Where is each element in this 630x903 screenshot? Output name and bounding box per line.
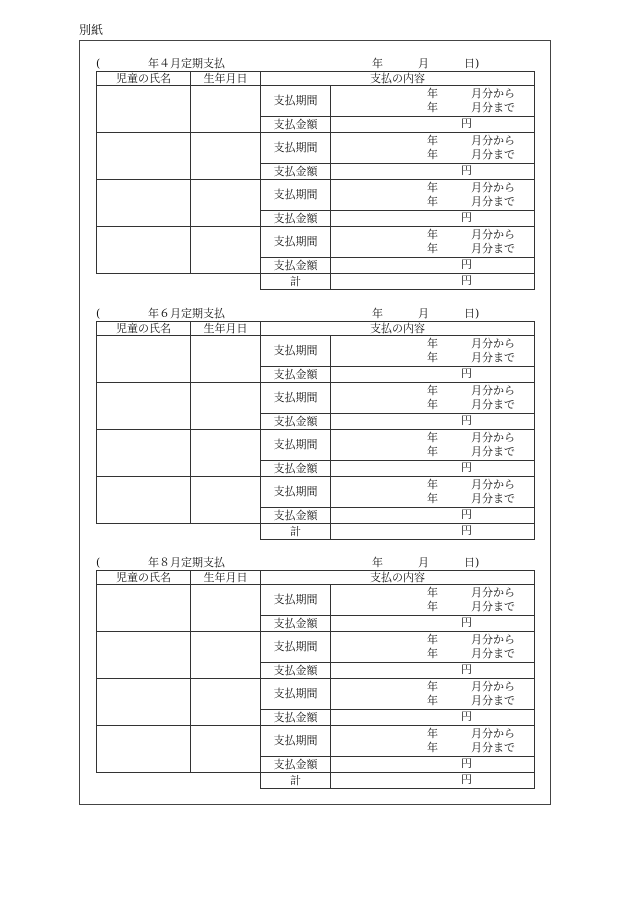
period-from-year: 年 [427,727,438,740]
period-from-year: 年 [427,337,438,350]
header-birth-date: 生年月日 [191,72,261,86]
child-name-cell [97,133,191,180]
period-from-month: 月分から [471,228,515,241]
header-payment-content: 支払の内容 [261,571,535,585]
section-title: 年６月定期支払 [148,307,225,320]
section-title: 年８月定期支払 [148,556,225,569]
total-label: 計 [261,524,331,540]
period-from-month: 月分から [471,337,515,350]
table-row [97,133,535,164]
birth-date-cell [191,679,261,726]
amount-value-cell [331,663,535,679]
period-to-year: 年 [427,351,438,364]
header-child-name: 児童の氏名 [97,571,191,585]
period-to-year: 年 [427,148,438,161]
amount-label: 支払金額 [261,508,331,524]
total-yen: 円 [461,773,472,786]
amount-yen: 円 [461,258,472,271]
total-spacer [97,274,261,290]
period-to-year: 年 [427,195,438,208]
amount-value-cell [331,710,535,726]
amount-yen: 円 [461,508,472,521]
period-value-cell [331,383,535,414]
payment-table [96,321,535,540]
period-from-month: 月分から [471,727,515,740]
child-name-cell [97,632,191,679]
period-value-cell [331,133,535,164]
period-value-cell [331,477,535,508]
period-from-year: 年 [427,384,438,397]
total-value-cell [331,524,535,540]
amount-value-cell [331,211,535,227]
birth-date-cell [191,430,261,477]
amount-value-cell [331,367,535,383]
period-to-year: 年 [427,694,438,707]
payment-section [96,56,534,290]
amount-value-cell [331,616,535,632]
child-name-cell [97,336,191,383]
table-row [97,383,535,414]
section-header [96,56,534,71]
child-name-cell [97,477,191,524]
period-to-year: 年 [427,492,438,505]
child-name-cell [97,585,191,632]
period-from-month: 月分から [471,633,515,646]
table-row [97,180,535,211]
amount-value-cell [331,117,535,133]
amount-value-cell [331,508,535,524]
amount-label: 支払金額 [261,757,331,773]
header-payment-content: 支払の内容 [261,72,535,86]
birth-date-cell [191,383,261,430]
period-label: 支払期間 [261,133,331,164]
period-to-month: 月分まで [471,101,515,114]
period-label: 支払期間 [261,726,331,757]
header-birth-date: 生年月日 [191,571,261,585]
period-from-month: 月分から [471,680,515,693]
amount-value-cell [331,164,535,180]
period-label: 支払期間 [261,336,331,367]
header-year: 年 [372,57,383,70]
amount-value-cell [331,461,535,477]
period-value-cell [331,632,535,663]
period-to-month: 月分まで [471,741,515,754]
payment-section [96,306,534,540]
total-value-cell [331,274,535,290]
amount-yen: 円 [461,367,472,380]
period-from-year: 年 [427,228,438,241]
child-name-cell [97,383,191,430]
child-name-cell [97,86,191,133]
period-to-year: 年 [427,600,438,613]
amount-yen: 円 [461,461,472,474]
amount-yen: 円 [461,710,472,723]
period-label: 支払期間 [261,585,331,616]
amount-label: 支払金額 [261,164,331,180]
period-from-year: 年 [427,586,438,599]
amount-label: 支払金額 [261,367,331,383]
header-payment-content: 支払の内容 [261,322,535,336]
birth-date-cell [191,180,261,227]
header-open-paren: ( [96,556,101,569]
payment-section [96,555,534,789]
table-row [97,477,535,508]
header-month: 月 [418,57,429,70]
total-spacer [97,773,261,789]
period-label: 支払期間 [261,477,331,508]
child-name-cell [97,430,191,477]
header-day: 日) [464,556,480,569]
header-child-name: 児童の氏名 [97,322,191,336]
payment-table [96,570,535,789]
period-label: 支払期間 [261,679,331,710]
period-to-month: 月分まで [471,398,515,411]
period-from-month: 月分から [471,586,515,599]
period-from-year: 年 [427,134,438,147]
table-row [97,726,535,757]
total-row [97,274,535,290]
header-open-paren: ( [96,307,101,320]
period-from-year: 年 [427,181,438,194]
period-value-cell [331,86,535,117]
table-row [97,86,535,117]
amount-label: 支払金額 [261,414,331,430]
total-spacer [97,524,261,540]
amount-label: 支払金額 [261,663,331,679]
period-label: 支払期間 [261,180,331,211]
period-to-year: 年 [427,647,438,660]
birth-date-cell [191,86,261,133]
period-from-year: 年 [427,680,438,693]
section-header [96,555,534,570]
total-yen: 円 [461,274,472,287]
amount-label: 支払金額 [261,616,331,632]
section-header [96,306,534,321]
amount-label: 支払金額 [261,258,331,274]
header-birth-date: 生年月日 [191,322,261,336]
period-from-year: 年 [427,431,438,444]
period-value-cell [331,585,535,616]
period-from-year: 年 [427,87,438,100]
header-open-paren: ( [96,57,101,70]
amount-yen: 円 [461,164,472,177]
amount-value-cell [331,414,535,430]
amount-label: 支払金額 [261,211,331,227]
period-value-cell [331,180,535,211]
header-year: 年 [372,307,383,320]
period-to-year: 年 [427,101,438,114]
period-label: 支払期間 [261,430,331,461]
amount-yen: 円 [461,414,472,427]
section-title: 年４月定期支払 [148,57,225,70]
payment-table [96,71,535,290]
amount-yen: 円 [461,616,472,629]
table-row [97,336,535,367]
period-to-year: 年 [427,445,438,458]
header-month: 月 [418,307,429,320]
period-to-month: 月分まで [471,148,515,161]
period-to-month: 月分まで [471,445,515,458]
period-label: 支払期間 [261,383,331,414]
period-to-year: 年 [427,741,438,754]
amount-value-cell [331,258,535,274]
birth-date-cell [191,133,261,180]
period-from-month: 月分から [471,87,515,100]
amount-yen: 円 [461,211,472,224]
amount-yen: 円 [461,757,472,770]
birth-date-cell [191,585,261,632]
header-year: 年 [372,556,383,569]
period-to-month: 月分まで [471,647,515,660]
period-to-month: 月分まで [471,600,515,613]
header-month: 月 [418,556,429,569]
period-from-year: 年 [427,478,438,491]
period-from-month: 月分から [471,431,515,444]
period-value-cell [331,336,535,367]
header-day: 日) [464,57,480,70]
total-value-cell [331,773,535,789]
child-name-cell [97,679,191,726]
birth-date-cell [191,336,261,383]
table-row [97,632,535,663]
amount-yen: 円 [461,117,472,130]
table-row [97,227,535,258]
child-name-cell [97,180,191,227]
period-from-year: 年 [427,633,438,646]
period-label: 支払期間 [261,227,331,258]
amount-label: 支払金額 [261,710,331,726]
period-from-month: 月分から [471,478,515,491]
period-to-year: 年 [427,398,438,411]
amount-label: 支払金額 [261,117,331,133]
period-value-cell [331,679,535,710]
child-name-cell [97,227,191,274]
table-row [97,585,535,616]
birth-date-cell [191,632,261,679]
page-label: 別紙 [79,23,104,37]
amount-label: 支払金額 [261,461,331,477]
period-to-month: 月分まで [471,242,515,255]
total-row [97,773,535,789]
period-to-month: 月分まで [471,351,515,364]
amount-value-cell [331,757,535,773]
birth-date-cell [191,477,261,524]
birth-date-cell [191,227,261,274]
header-day: 日) [464,307,480,320]
total-label: 計 [261,274,331,290]
period-value-cell [331,227,535,258]
period-from-month: 月分から [471,134,515,147]
total-row [97,524,535,540]
amount-yen: 円 [461,663,472,676]
table-row [97,679,535,710]
period-label: 支払期間 [261,86,331,117]
child-name-cell [97,726,191,773]
total-label: 計 [261,773,331,789]
table-row [97,430,535,461]
header-child-name: 児童の氏名 [97,72,191,86]
period-to-month: 月分まで [471,492,515,505]
period-to-month: 月分まで [471,694,515,707]
period-from-month: 月分から [471,384,515,397]
total-yen: 円 [461,524,472,537]
period-to-year: 年 [427,242,438,255]
period-value-cell [331,430,535,461]
period-from-month: 月分から [471,181,515,194]
period-to-month: 月分まで [471,195,515,208]
birth-date-cell [191,726,261,773]
period-value-cell [331,726,535,757]
period-label: 支払期間 [261,632,331,663]
